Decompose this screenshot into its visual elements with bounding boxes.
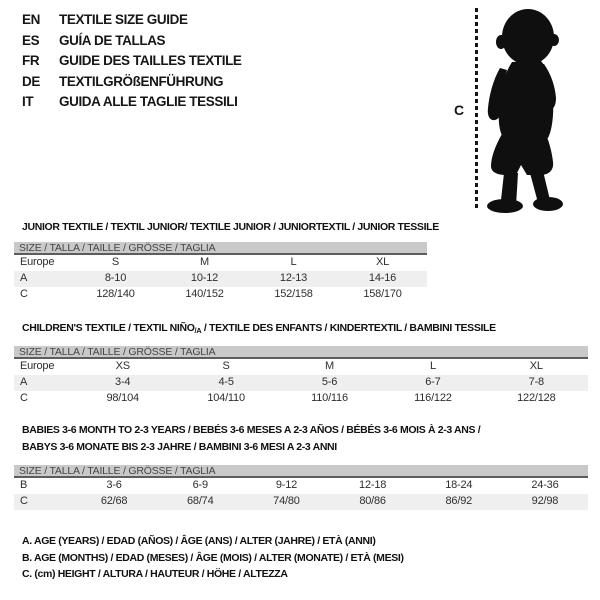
baby-silhouette-icon [448,4,588,216]
size-bar: SIZE / TALLA / TAILLE / GRÖSSE / TAGLIA [14,346,588,359]
size-header: L [290,256,297,268]
table-header-row [14,255,427,271]
lang-row-it [22,92,242,113]
row-label: A [20,375,28,388]
value-cell: 92/98 [531,494,559,507]
size-header: M [325,360,334,372]
value-cell: 10-12 [190,271,219,284]
lang-row-en [22,10,242,31]
lang-title: GUIDE DES TAILLES TEXTILE [59,53,242,68]
size-header: XL [529,360,543,372]
value-cell: 7-8 [528,375,544,388]
size-header: S [222,360,230,372]
footnote-legend [22,533,404,583]
value-cell: 62/68 [100,494,128,507]
lang-code: ES [22,32,40,48]
row-label: C [20,391,28,404]
value-cell: 80/86 [359,494,386,507]
value-cell: 110/116 [311,391,348,404]
lang-title: TEXTILGRÖßENFÜHRUNG [59,73,224,89]
footnote-b: B. AGE (MONTHS) / EDAD (MESES) / ÂGE (MOIS) / ALTER (MONATE) / ETÀ (MESI) [22,551,404,564]
row-label: B [20,479,28,491]
lang-row-es [22,31,242,52]
lang-row-fr [22,51,242,72]
lang-row-de [22,72,242,93]
lang-code: IT [22,94,34,109]
value-cell: 24-36 [531,479,559,491]
value-cell: 18-24 [445,479,473,491]
size-bar: SIZE / TALLA / TAILLE / GRÖSSE / TAGLIA [14,465,588,478]
size-header: XS [115,360,130,372]
value-cell: 104/110 [207,391,245,404]
value-cell: 6-7 [425,375,441,388]
table-row-b [14,478,588,494]
table-row-c [14,494,588,510]
heading-subscript: /A [194,326,202,335]
footnote-c: C. (cm) HEIGHT / ALTURA / HAUTEUR / HÖHE / ALTEZZA [22,568,288,581]
size-bar: SIZE / TALLA / TAILLE / GRÖSSE / TAGLIA [14,242,427,255]
figure-label-c: C [454,102,465,118]
row-label: C [20,287,28,300]
value-cell: 14-16 [368,271,397,284]
row-label: C [20,494,28,507]
value-cell: 8-10 [104,271,127,284]
size-header: M [200,256,209,268]
value-cell: 5-6 [321,375,338,388]
table-header-row [14,359,588,375]
children-size-table [14,346,588,406]
heading-line-2: BABYS 3-6 MONATE BIS 2-3 JAHRE / BAMBINI 3-6 MESI A 2-3 ANNI [22,441,337,453]
region-header: Europe [20,360,55,372]
lang-title: GUIDA ALLE TAGLIE TESSILI [59,94,238,109]
table-row-a [14,375,588,391]
babies-size-table [14,465,588,510]
value-cell: 74/80 [273,494,300,507]
table-row-a [14,271,427,287]
value-cell: 9-12 [275,479,298,491]
lang-code: FR [22,53,40,68]
value-cell: 4-5 [218,375,234,388]
value-cell: 3-4 [115,375,131,388]
language-title-list [22,10,242,113]
heading-text: CHILDREN'S TEXTILE / TEXTIL NIÑO [22,322,195,334]
value-cell: 3-6 [106,479,122,491]
section-heading-junior: JUNIOR TEXTILE / TEXTIL JUNIOR/ TEXTILE JUNIOR / JUNIORTEXTIL / JUNIOR TESSILE [22,221,439,233]
value-cell: 116/122 [414,391,452,404]
footnote-a: A. AGE (YEARS) / EDAD (AÑOS) / ÂGE (ANS) / ALTER (JAHRE) / ETÀ (ANNI) [22,535,376,547]
size-header: S [111,256,120,268]
value-cell: 152/158 [274,287,313,300]
row-label: A [20,271,28,284]
lang-title: TEXTILE SIZE GUIDE [59,12,188,27]
value-cell: 140/152 [185,287,224,300]
lang-code: DE [22,73,40,89]
value-cell: 12-18 [359,479,387,491]
heading-line-1: BABIES 3-6 MONTH TO 2-3 YEARS / BEBÉS 3-6 MESES A 2-3 AÑOS / BÉBÉS 3-6 MOIS À 2-3 ANS / [22,424,481,436]
junior-size-table [14,242,427,302]
value-cell: 98/104 [106,391,139,404]
table-row-c [14,287,427,303]
value-cell: 68/74 [186,494,214,507]
size-header: XL [375,256,390,268]
value-cell: 122/128 [517,391,556,404]
value-cell: 6-9 [192,479,208,491]
section-heading-babies [22,422,480,456]
value-cell: 158/170 [363,287,402,300]
region-header: Europe [20,256,55,268]
height-measure-figure [448,4,588,216]
size-header: L [429,360,436,372]
heading-text: / TEXTILE DES ENFANTS / KINDERTEXTIL / BAMBINI TESSILE [201,322,496,334]
lang-title: GUÍA DE TALLAS [59,32,166,48]
value-cell: 128/140 [96,287,135,300]
value-cell: 12-13 [279,271,308,284]
lang-code: EN [22,12,40,27]
value-cell: 86/92 [445,494,473,507]
section-heading-children [22,320,496,339]
table-row-c [14,391,588,407]
